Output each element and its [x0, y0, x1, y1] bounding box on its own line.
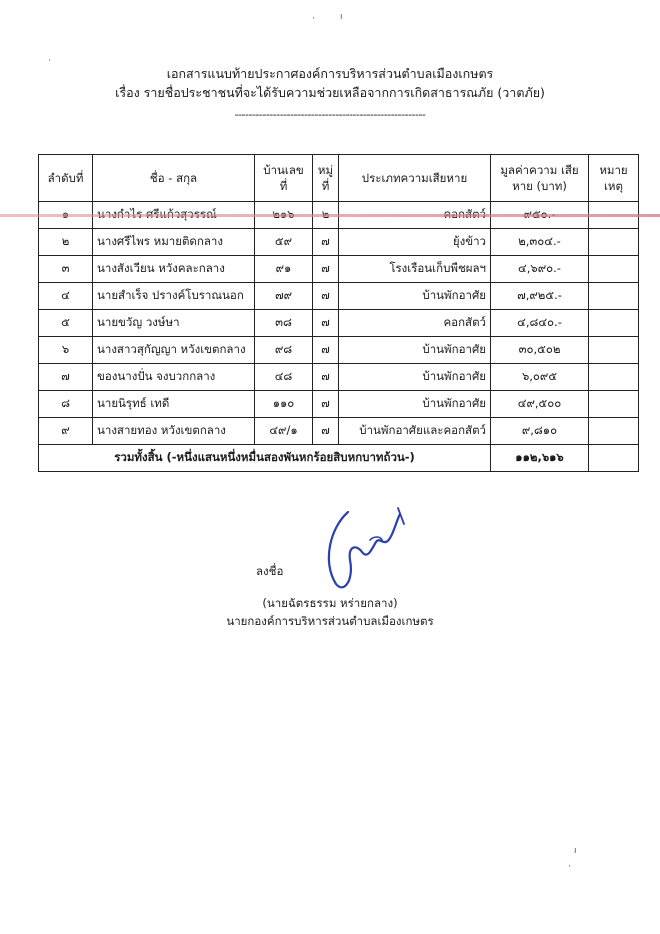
- table-row: [39, 229, 639, 256]
- table-row: [39, 283, 639, 310]
- cell-no: ๔: [39, 283, 93, 310]
- signer-name: (นายฉัตรธรรม หร่ายกลาง): [262, 596, 398, 610]
- cell-moo: ๗: [313, 283, 339, 310]
- cell-house: ๗๙: [255, 283, 313, 310]
- cell-type: บ้านพักอาศัย: [339, 364, 491, 391]
- cell-no: ๕: [39, 310, 93, 337]
- cell-remark: [589, 310, 639, 337]
- cell-amount: ๓๐,๕๐๒: [491, 337, 589, 364]
- cell-name: นายสำเร็จ ปรางค์โบราณนอก: [93, 283, 255, 310]
- cell-house: ๙๘: [255, 337, 313, 364]
- cell-moo: ๗: [313, 310, 339, 337]
- col-header-no: ลำดับที่: [39, 155, 93, 202]
- cell-type: บ้านพักอาศัย: [339, 283, 491, 310]
- col-header-house: บ้านเลข ที่: [255, 155, 313, 202]
- handwritten-signature: [310, 500, 420, 595]
- table-row: [39, 364, 639, 391]
- col-header-moo: หมู่ ที่: [313, 155, 339, 202]
- cell-house: ๓๘: [255, 310, 313, 337]
- total-label: รวมทั้งสิ้น (-หนึ่งแสนหนึ่งหมื่นสองพันหกร้อยสิบหกบาทถ้วน-): [39, 445, 491, 472]
- signature-label: ลงชื่อ: [256, 564, 284, 578]
- beneficiary-table: [38, 154, 639, 472]
- cell-type: คอกสัตว์: [339, 310, 491, 337]
- cell-no: ๓: [39, 256, 93, 283]
- signer-title: นายกองค์การบริหารส่วนตำบลเมืองเกษตร: [226, 614, 434, 628]
- scan-speck: ı: [340, 12, 343, 22]
- col-header-type: ประเภทความเสียหาย: [339, 155, 491, 202]
- cell-type: บ้านพักอาศัยและคอกสัตว์: [339, 418, 491, 445]
- cell-no: ๖: [39, 337, 93, 364]
- scan-speck: ı: [574, 846, 577, 856]
- col-header-name: ชื่อ - สกุล: [93, 155, 255, 202]
- cell-moo: ๗: [313, 229, 339, 256]
- cell-moo: ๗: [313, 256, 339, 283]
- scan-speck: ·: [312, 14, 315, 24]
- cell-moo: ๗: [313, 337, 339, 364]
- cell-type: บ้านพักอาศัย: [339, 337, 491, 364]
- total-row: [39, 445, 639, 472]
- cell-name: นายขวัญ วงษ์ษา: [93, 310, 255, 337]
- cell-moo: ๗: [313, 418, 339, 445]
- cell-moo: ๗: [313, 364, 339, 391]
- cell-no: ๙: [39, 418, 93, 445]
- cell-amount: ๙,๘๑๐: [491, 418, 589, 445]
- cell-remark: [589, 283, 639, 310]
- cell-amount: ๖,๐๙๕: [491, 364, 589, 391]
- cell-amount: ๔,๖๙๐.-: [491, 256, 589, 283]
- cell-remark: [589, 391, 639, 418]
- scan-speck: ·: [48, 56, 51, 66]
- cell-amount: ๔,๘๔๐.-: [491, 310, 589, 337]
- cell-name: นายนิรุทธ์ เทดี: [93, 391, 255, 418]
- total-remark: [589, 445, 639, 472]
- cell-type: ยุ้งข้าว: [339, 229, 491, 256]
- cell-name: นางสายทอง หวังเขตกลาง: [93, 418, 255, 445]
- cell-no: ๒: [39, 229, 93, 256]
- table-row: [39, 337, 639, 364]
- cell-moo: ๗: [313, 391, 339, 418]
- cell-house: ๙๑: [255, 256, 313, 283]
- table-header-row: [39, 155, 639, 202]
- cell-amount: ๗,๙๒๕.-: [491, 283, 589, 310]
- cell-type: โรงเรือนเก็บพืชผลฯ: [339, 256, 491, 283]
- cell-name: นางสังเวียน หวังคละกลาง: [93, 256, 255, 283]
- cell-remark: [589, 418, 639, 445]
- header-rule: -------------------------------------------------------: [234, 108, 426, 121]
- cell-remark: [589, 256, 639, 283]
- table-row: [39, 256, 639, 283]
- cell-remark: [589, 229, 639, 256]
- cell-remark: [589, 337, 639, 364]
- cell-name: ของนางปั่น จงบวกกลาง: [93, 364, 255, 391]
- document-header: [0, 64, 660, 122]
- cell-name: นางศรีไพร หมายติดกลาง: [93, 229, 255, 256]
- cell-amount: ๒,๓๐๔.-: [491, 229, 589, 256]
- cell-no: ๘: [39, 391, 93, 418]
- cell-house: ๔๙/๑: [255, 418, 313, 445]
- cell-house: ๕๙: [255, 229, 313, 256]
- table-row: [39, 391, 639, 418]
- scan-artifact-stripe: [0, 214, 660, 217]
- cell-remark: [589, 364, 639, 391]
- scan-speck: ·: [568, 862, 571, 872]
- col-header-amount: มูลค่าความ เสียหาย (บาท): [491, 155, 589, 202]
- cell-amount: ๔๙,๕๐๐: [491, 391, 589, 418]
- cell-type: บ้านพักอาศัย: [339, 391, 491, 418]
- cell-house: ๔๘: [255, 364, 313, 391]
- table-row: [39, 310, 639, 337]
- table-row: [39, 418, 639, 445]
- header-title: เอกสารแนบท้ายประกาศองค์การบริหารส่วนตำบลเมืองเกษตร: [166, 66, 494, 81]
- col-header-remark: หมาย เหตุ: [589, 155, 639, 202]
- total-value: ๑๑๒,๖๑๖: [491, 445, 589, 472]
- cell-no: ๗: [39, 364, 93, 391]
- cell-name: นางสาวสุกัญญา หวังเขตกลาง: [93, 337, 255, 364]
- header-subject: เรื่อง รายชื่อประชาชนที่จะได้รับความช่วยเหลือจากการเกิดสาธารณภัย (วาตภัย): [115, 85, 545, 100]
- cell-house: ๑๑๐: [255, 391, 313, 418]
